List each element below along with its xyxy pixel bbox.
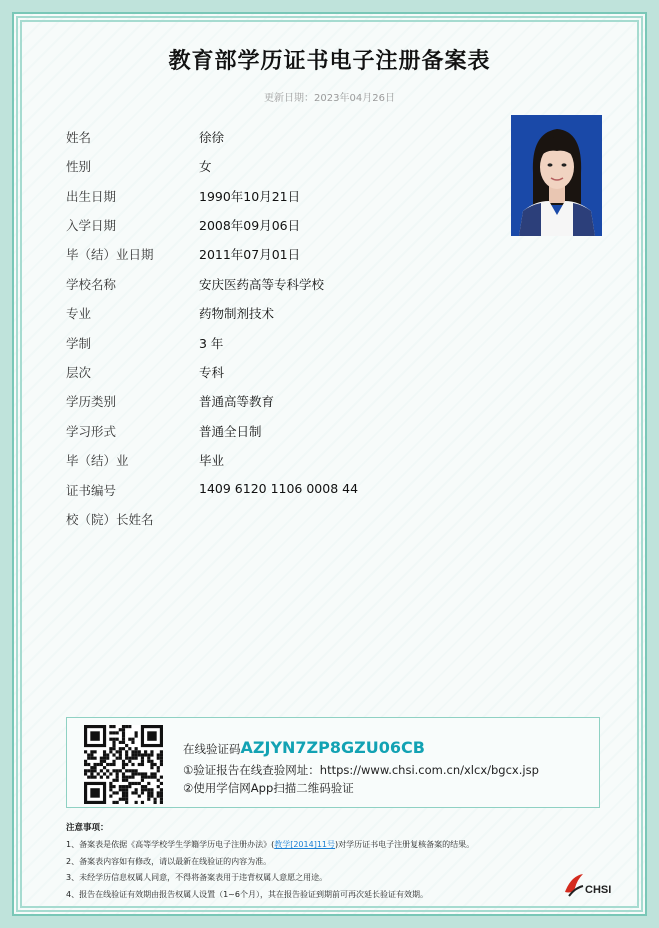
field-value: 毕业 [199,453,225,468]
field-value: 3 年 [199,336,224,351]
field-value: 女 [199,159,212,174]
verification-code-line [183,738,425,757]
field-value: 安庆医药高等专科学校 [199,277,325,292]
document-title: 教育部学历证书电子注册备案表 [168,49,491,74]
verification-app-line: ②使用学信网App扫描二维码验证 [183,781,354,795]
field-label: 姓名 [66,130,92,145]
field-label: 入学日期 [66,218,117,233]
field-label: 出生日期 [66,189,117,204]
field-label: 学制 [66,336,92,351]
field-label: 层次 [66,365,92,380]
update-date: 更新日期：2023年04月26日 [264,93,395,104]
field-row [66,304,446,324]
field-row [66,128,446,148]
field-label: 校（院）长姓名 [66,512,154,527]
field-row [66,334,446,354]
field-label: 毕（结）业日期 [66,247,154,262]
field-row [66,510,446,530]
field-row [66,275,446,295]
notes-title: 注意事项： [66,823,109,833]
regulation-link[interactable]: 教学[2014]11号 [274,840,335,849]
field-row [66,481,446,501]
student-photo [511,115,602,236]
field-value: 普通全日制 [199,424,262,439]
field-value: 1990年10月21日 [199,189,301,204]
chsi-logo-text: CHSI [585,884,612,896]
field-value: 普通高等教育 [199,394,275,409]
field-value: 2011年07月01日 [199,247,301,262]
field-label: 学校名称 [66,277,117,292]
online-verification-box [66,717,600,808]
verification-code: AZJYN7ZP8GZU06CB [240,738,425,757]
field-label: 性别 [66,159,92,174]
field-row [66,392,446,412]
qr-code-icon[interactable] [84,725,163,804]
field-label: 毕（结）业 [66,453,129,468]
note-1 [66,839,474,850]
note-3: 3、未经学历信息权属人同意，不得将备案表用于违背权属人意愿之用途。 [66,873,328,882]
field-value: 2008年09月06日 [199,218,301,233]
field-row [66,216,446,236]
field-row [66,157,446,177]
field-label: 学历类别 [66,394,117,409]
verification-url-line: ①验证报告在线查验网址：https://www.chsi.com.cn/xlcx/bgcx.jsp [183,763,539,777]
field-row [66,422,446,442]
field-row [66,363,446,383]
verification-code-label: 在线验证码 [183,742,241,756]
field-row [66,451,446,471]
field-label: 证书编号 [66,483,117,498]
note-1-text: 1、备案表是依据《高等学校学生学籍学历电子注册办法》( [66,840,275,849]
field-value: 专科 [199,365,225,380]
note-2: 2、备案表内容如有修改，请以最新在线验证的内容为准。 [66,857,272,866]
note-4: 4、报告在线验证有效期由报告权属人设置（1~6个月），其在报告验证到期前可再次延长验证有效期。 [66,890,428,899]
field-value: 徐徐 [199,130,225,145]
field-label: 学习形式 [66,424,117,439]
field-row [66,245,446,265]
field-value: 药物制剂技术 [199,306,275,321]
note-1-text-end: )对学历证书电子注册复核备案的结果。 [335,840,475,849]
field-label: 专业 [66,306,92,321]
field-row [66,187,446,207]
field-value: 1409 6120 1106 0008 44 [199,481,359,496]
